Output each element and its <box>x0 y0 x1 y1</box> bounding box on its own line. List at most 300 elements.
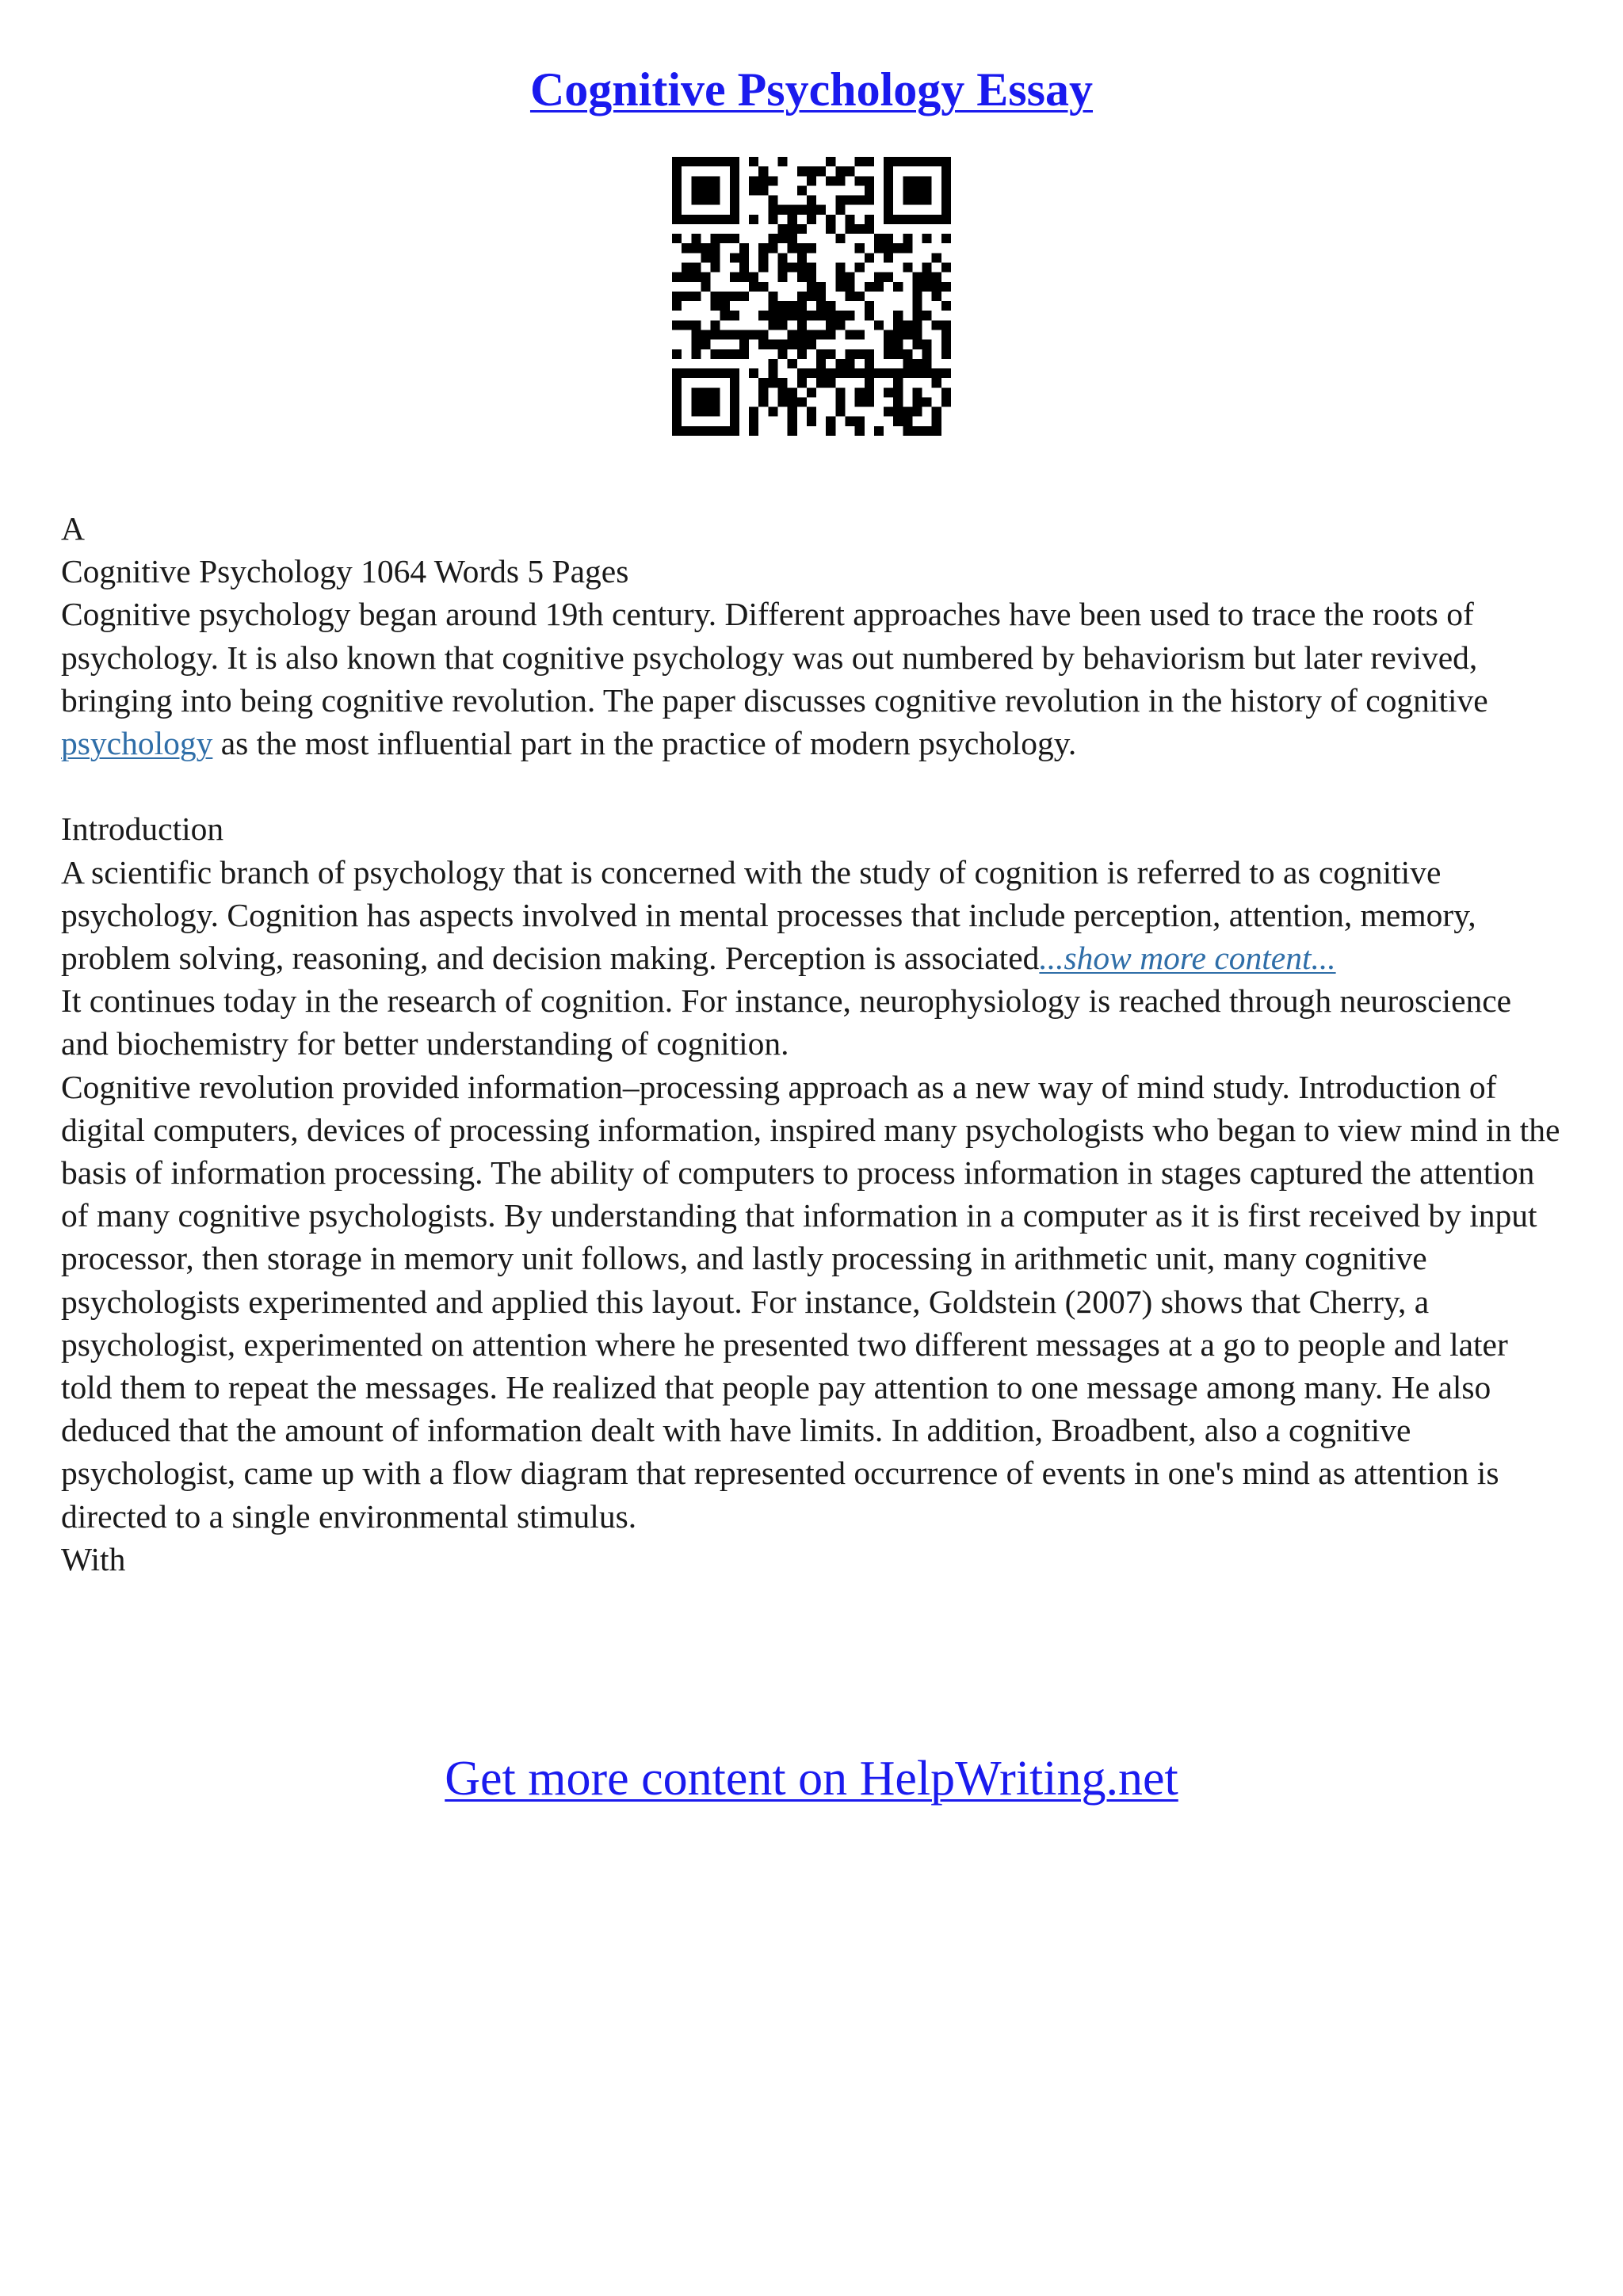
qr-module <box>893 387 903 397</box>
qr-module <box>768 215 777 224</box>
qr-module <box>691 157 701 166</box>
qr-module <box>865 253 874 262</box>
qr-module <box>691 185 701 195</box>
qr-module <box>884 349 893 359</box>
qr-module <box>788 397 797 406</box>
qr-module <box>893 368 903 378</box>
qr-module <box>711 185 720 195</box>
qr-module <box>797 378 807 387</box>
qr-module <box>941 263 951 273</box>
qr-module <box>711 196 720 205</box>
qr-module <box>865 397 874 406</box>
qr-module <box>922 234 932 243</box>
qr-module <box>903 215 912 224</box>
qr-module <box>691 234 701 243</box>
label-a: A <box>61 510 85 547</box>
qr-module <box>941 340 951 349</box>
qr-module <box>691 349 701 359</box>
qr-module <box>797 166 807 176</box>
qr-module <box>922 157 932 166</box>
qr-module <box>826 426 835 436</box>
qr-module <box>778 301 788 311</box>
qr-module <box>941 282 951 292</box>
qr-module <box>730 368 739 378</box>
qr-module <box>768 359 777 368</box>
qr-module <box>816 166 826 176</box>
qr-module <box>932 273 941 282</box>
qr-module <box>739 263 749 273</box>
qr-module <box>768 196 777 205</box>
qr-module <box>865 176 874 185</box>
qr-module <box>778 157 788 166</box>
qr-module <box>941 330 951 339</box>
qr-module <box>711 320 720 330</box>
qr-module <box>865 359 874 368</box>
qr-module <box>691 407 701 417</box>
qr-module <box>691 387 701 397</box>
qr-module <box>865 311 874 320</box>
qr-module <box>739 330 749 339</box>
qr-module <box>672 273 682 282</box>
qr-module <box>855 387 865 397</box>
qr-module <box>711 301 720 311</box>
qr-module <box>941 157 951 166</box>
qr-module <box>893 320 903 330</box>
qr-module <box>807 205 816 215</box>
qr-module <box>701 157 710 166</box>
qr-module <box>672 157 682 166</box>
qr-module <box>903 426 912 436</box>
qr-module <box>749 157 758 166</box>
qr-module <box>835 311 845 320</box>
qr-module <box>884 368 893 378</box>
helpwriting-link[interactable]: Get more content on HelpWriting.net <box>445 1752 1178 1806</box>
qr-module <box>855 263 865 273</box>
qr-module <box>691 368 701 378</box>
qr-module <box>768 320 777 330</box>
qr-module <box>711 157 720 166</box>
qr-module <box>797 301 807 311</box>
qr-module <box>932 282 941 292</box>
qr-module <box>701 426 710 436</box>
qr-module <box>797 330 807 339</box>
qr-module <box>884 215 893 224</box>
qr-module <box>845 330 854 339</box>
qr-module <box>711 368 720 378</box>
qr-module <box>788 263 797 273</box>
qr-module <box>768 205 777 215</box>
qr-module <box>797 292 807 301</box>
qr-module <box>768 243 777 253</box>
qr-module <box>941 349 951 359</box>
qr-module <box>893 311 903 320</box>
qr-module <box>932 253 941 262</box>
qr-module <box>816 349 826 359</box>
qr-module <box>912 176 922 185</box>
qr-module <box>845 166 854 176</box>
qr-module <box>826 215 835 224</box>
qr-module <box>768 378 777 387</box>
qr-module <box>807 273 816 282</box>
qr-module <box>701 243 710 253</box>
qr-module <box>788 407 797 417</box>
qr-module <box>730 292 739 301</box>
qr-module <box>893 397 903 406</box>
qr-module <box>682 273 691 282</box>
qr-module <box>672 292 682 301</box>
qr-module <box>903 320 912 330</box>
qr-module <box>672 368 682 378</box>
qr-module <box>835 166 845 176</box>
continues-paragraph: It continues today in the research of cognition. For instance, neurophysiology is reached through neuroscience and biochemistry for better understanding of cognition. <box>61 982 1512 1062</box>
qr-module <box>758 176 768 185</box>
qr-module <box>835 196 845 205</box>
qr-module <box>701 407 710 417</box>
qr-module <box>865 196 874 205</box>
qr-module <box>835 234 845 243</box>
qr-module <box>691 273 701 282</box>
qr-module <box>932 157 941 166</box>
title-link[interactable]: Cognitive Psychology Essay <box>529 63 1094 116</box>
qr-module <box>903 368 912 378</box>
qr-module <box>903 349 912 359</box>
qr-module <box>720 301 730 311</box>
qr-module <box>739 340 749 349</box>
abstract-paragraph <box>61 593 1567 765</box>
qr-module <box>778 311 788 320</box>
qr-module <box>758 166 768 176</box>
qr-module <box>816 282 826 292</box>
qr-module <box>730 407 739 417</box>
qr-module <box>865 185 874 195</box>
qr-module <box>922 368 932 378</box>
qr-module <box>730 196 739 205</box>
qr-module <box>672 417 682 426</box>
qr-module <box>845 224 854 234</box>
qr-module <box>691 340 701 349</box>
qr-module <box>884 157 893 166</box>
qr-module <box>835 282 845 292</box>
qr-module <box>865 215 874 224</box>
qr-module <box>720 234 730 243</box>
qr-module <box>730 273 739 282</box>
qr-module <box>884 340 893 349</box>
qr-code-graphic <box>672 157 951 436</box>
qr-module <box>835 205 845 215</box>
qr-module <box>730 330 739 339</box>
qr-module <box>701 330 710 339</box>
qr-module <box>807 176 816 185</box>
qr-module <box>855 349 865 359</box>
qr-module <box>749 176 758 185</box>
qr-module <box>672 378 682 387</box>
psychology-link[interactable]: psychology <box>61 725 213 762</box>
qr-module <box>682 320 691 330</box>
qr-module <box>720 368 730 378</box>
qr-module <box>701 273 710 282</box>
qr-module <box>835 359 845 368</box>
qr-module <box>932 292 941 301</box>
qr-module <box>768 368 777 378</box>
qr-module <box>807 340 816 349</box>
qr-module <box>701 176 710 185</box>
qr-module <box>903 196 912 205</box>
qr-module <box>941 368 951 378</box>
qr-module <box>912 301 922 311</box>
qr-module <box>912 185 922 195</box>
qr-module <box>807 311 816 320</box>
qr-module <box>835 387 845 397</box>
qr-module <box>730 215 739 224</box>
qr-module <box>922 282 932 292</box>
qr-module <box>730 397 739 406</box>
qr-module <box>720 292 730 301</box>
qr-module <box>941 205 951 215</box>
qr-module <box>739 349 749 359</box>
qr-module <box>941 301 951 311</box>
qr-module <box>778 263 788 273</box>
qr-module <box>730 253 739 262</box>
qr-module <box>826 301 835 311</box>
qr-module <box>672 407 682 417</box>
qr-module <box>730 157 739 166</box>
qr-module <box>835 320 845 330</box>
qr-module <box>701 368 710 378</box>
qr-module <box>932 320 941 330</box>
qr-module <box>845 359 854 368</box>
qr-module <box>682 368 691 378</box>
qr-module <box>701 397 710 406</box>
qr-module <box>730 387 739 397</box>
qr-module <box>711 397 720 406</box>
qr-module <box>893 340 903 349</box>
qr-module <box>797 224 807 234</box>
qr-module <box>682 426 691 436</box>
qr-module <box>884 330 893 339</box>
page-title <box>0 59 1623 120</box>
qr-module <box>855 243 865 253</box>
qr-module <box>826 368 835 378</box>
qr-module <box>816 292 826 301</box>
qr-module <box>730 349 739 359</box>
qr-module <box>922 263 932 273</box>
qr-module <box>768 234 777 243</box>
qr-module <box>720 215 730 224</box>
qr-module <box>701 253 710 262</box>
qr-module <box>788 340 797 349</box>
footer <box>0 1747 1623 1810</box>
qr-module <box>922 397 932 406</box>
qr-module <box>912 330 922 339</box>
qr-module <box>749 426 758 436</box>
qr-module <box>797 273 807 282</box>
qr-module <box>788 224 797 234</box>
qr-module <box>826 320 835 330</box>
qr-module <box>874 243 884 253</box>
qr-module <box>788 426 797 436</box>
qr-module <box>932 426 941 436</box>
qr-module <box>691 176 701 185</box>
qr-module <box>932 407 941 417</box>
qr-module <box>758 243 768 253</box>
qr-module <box>691 215 701 224</box>
qr-module <box>749 215 758 224</box>
qr-module <box>701 185 710 195</box>
qr-module <box>816 330 826 339</box>
qr-module <box>701 387 710 397</box>
qr-module <box>672 166 682 176</box>
qr-module <box>778 320 788 330</box>
qr-module <box>835 176 845 185</box>
qr-module <box>893 243 903 253</box>
qr-module <box>807 263 816 273</box>
qr-module <box>835 368 845 378</box>
show-more-link[interactable]: ...show more content... <box>1039 940 1336 977</box>
qr-module <box>912 215 922 224</box>
qr-module <box>855 426 865 436</box>
qr-module <box>912 292 922 301</box>
qr-code <box>672 157 951 436</box>
essay-body <box>61 507 1567 1581</box>
qr-module <box>903 185 912 195</box>
qr-module <box>749 368 758 378</box>
qr-module <box>711 426 720 436</box>
qr-module <box>835 397 845 406</box>
intro-paragraph <box>61 851 1567 980</box>
qr-module <box>758 378 768 387</box>
qr-module <box>807 368 816 378</box>
qr-module <box>788 311 797 320</box>
qr-module <box>912 340 922 349</box>
qr-module <box>720 426 730 436</box>
qr-module <box>922 273 932 282</box>
qr-module <box>855 330 865 339</box>
abstract-text-end: as the most influential part in the practice of modern psychology. <box>212 725 1077 762</box>
qr-module <box>884 387 893 397</box>
qr-module <box>672 387 682 397</box>
qr-module <box>711 253 720 262</box>
qr-module <box>855 397 865 406</box>
qr-module <box>826 157 835 166</box>
qr-module <box>807 243 816 253</box>
qr-module <box>845 368 854 378</box>
qr-module <box>874 282 884 292</box>
qr-module <box>912 320 922 330</box>
qr-module <box>720 330 730 339</box>
qr-module <box>941 234 951 243</box>
qr-module <box>720 157 730 166</box>
qr-module <box>932 368 941 378</box>
intro-heading: Introduction <box>61 810 224 848</box>
essay-meta: Cognitive Psychology 1064 Words 5 Pages <box>61 553 629 590</box>
revolution-paragraph: Cognitive revolution provided information–processing approach as a new way of mind study. Introduction of digital computers, devices of processing information, inspired many psychologists who began to view mind in the basis of information processing. The ability of computers to process information in stages captured the attention of many cognitive psychologists. By understanding that information in a computer as it is first received by input processor, then storage in memory unit follows, and lastly processing in arithmetic unit, many cognitive psychologists experimented and applied this layout. For instance, Goldstein (2007) shows that Cherry, a psychologist, experimented on attention where he presented two different messages at a go to people and later told them to repeat the messages. He realized that people pay attention to one message among many. He also deduced that the amount of information dealt with have limits. In addition, Broadbent, also a cognitive psychologist, came up with a flow diagram that represented occurrence of events in one's mind as attention is directed to a single environmental stimulus. <box>61 1068 1560 1535</box>
qr-module <box>874 426 884 436</box>
qr-module <box>807 330 816 339</box>
qr-module <box>778 349 788 359</box>
qr-module <box>730 176 739 185</box>
paragraph-gap <box>61 765 1567 807</box>
qr-module <box>682 243 691 253</box>
qr-module <box>893 330 903 339</box>
qr-module <box>884 243 893 253</box>
qr-module <box>903 417 912 426</box>
qr-module <box>739 243 749 253</box>
qr-module <box>749 185 758 195</box>
qr-module <box>912 387 922 397</box>
qr-module <box>865 282 874 292</box>
qr-module <box>845 196 854 205</box>
qr-module <box>691 196 701 205</box>
qr-module <box>826 311 835 320</box>
intro-text: A scientific branch of psychology that is concerned with the study of cognition is referred to as cognitive psychology. Cognition has aspects involved in mental processes that include perception, attention, memory, problem solving, reasoning, and decision making. Perception is associated <box>61 853 1476 977</box>
qr-module <box>922 349 932 359</box>
qr-module <box>845 311 854 320</box>
qr-module <box>739 273 749 282</box>
qr-module <box>912 157 922 166</box>
qr-module <box>691 320 701 330</box>
qr-module <box>672 176 682 185</box>
qr-module <box>807 387 816 397</box>
qr-module <box>922 311 932 320</box>
qr-module <box>855 157 865 166</box>
qr-module <box>730 378 739 387</box>
qr-module <box>788 387 797 397</box>
qr-module <box>922 340 932 349</box>
qr-module <box>835 263 845 273</box>
qr-module <box>682 215 691 224</box>
qr-module <box>884 185 893 195</box>
qr-module <box>778 253 788 262</box>
qr-module <box>701 340 710 349</box>
qr-module <box>797 311 807 320</box>
qr-module <box>711 263 720 273</box>
qr-module <box>797 263 807 273</box>
qr-module <box>807 166 816 176</box>
qr-module <box>691 263 701 273</box>
qr-module <box>903 359 912 368</box>
qr-module <box>778 387 788 397</box>
qr-module <box>758 185 768 195</box>
qr-module <box>816 378 826 387</box>
qr-module <box>903 330 912 339</box>
qr-module <box>788 205 797 215</box>
qr-module <box>758 311 768 320</box>
qr-module <box>788 243 797 253</box>
qr-module <box>845 282 854 292</box>
qr-module <box>932 215 941 224</box>
qr-module <box>941 320 951 330</box>
qr-module <box>701 215 710 224</box>
qr-module <box>874 234 884 243</box>
qr-module <box>826 330 835 339</box>
qr-module <box>672 196 682 205</box>
qr-module <box>778 205 788 215</box>
qr-module <box>768 176 777 185</box>
qr-module <box>893 215 903 224</box>
qr-module <box>730 185 739 195</box>
qr-module <box>903 176 912 185</box>
qr-module <box>788 301 797 311</box>
qr-module <box>941 185 951 195</box>
qr-module <box>941 196 951 205</box>
qr-module <box>768 292 777 301</box>
qr-module <box>797 320 807 330</box>
qr-module <box>835 273 845 282</box>
qr-module <box>672 215 682 224</box>
qr-module <box>797 185 807 195</box>
qr-module <box>912 397 922 406</box>
qr-module <box>711 292 720 301</box>
